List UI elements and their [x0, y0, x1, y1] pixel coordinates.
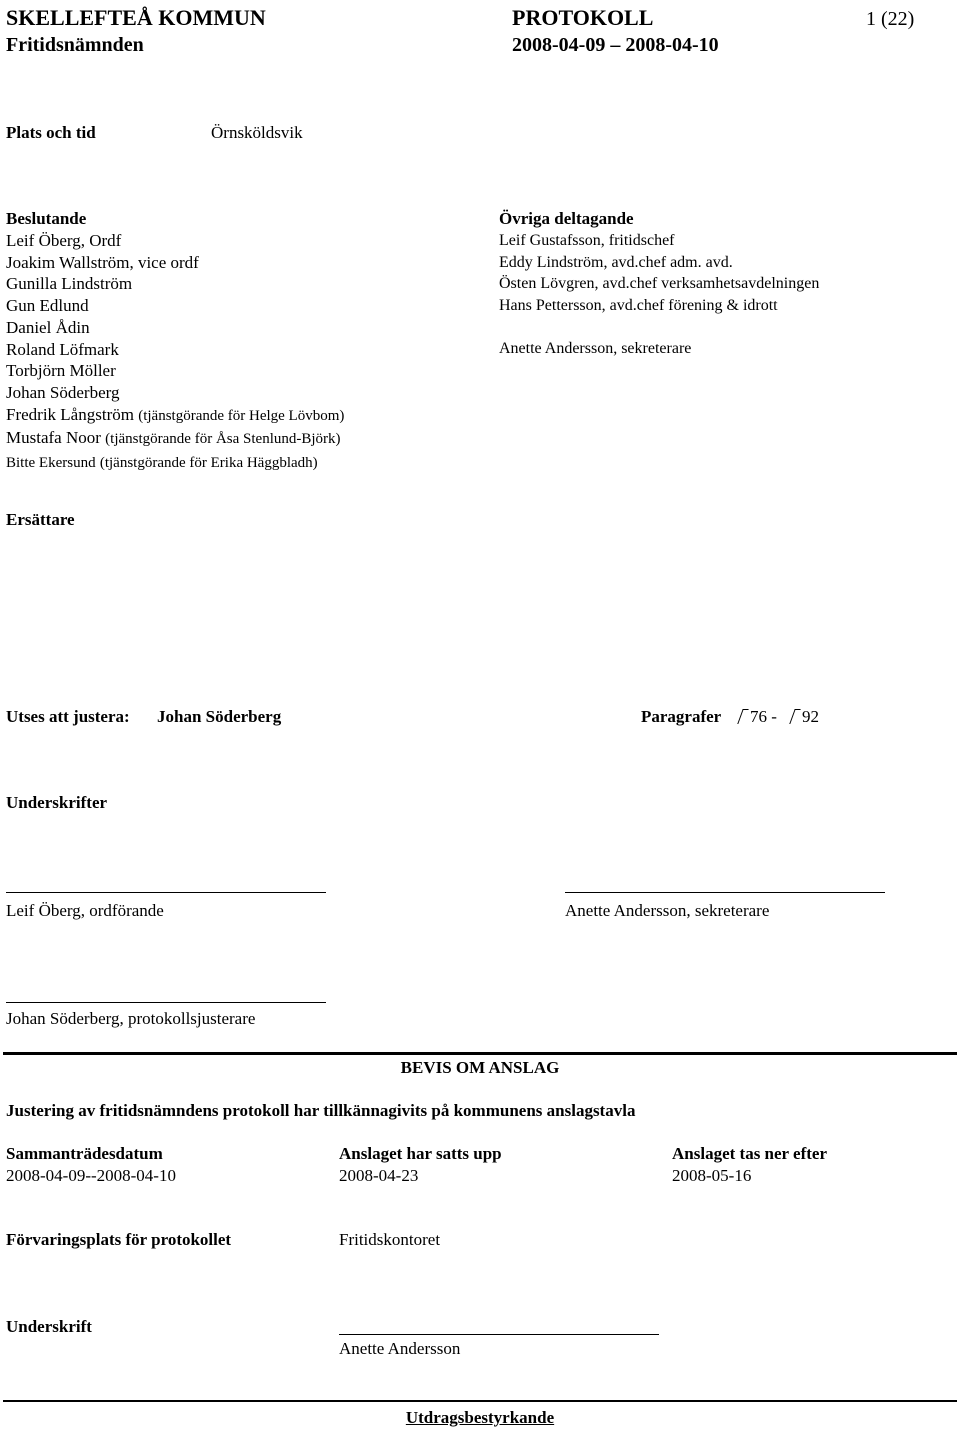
decision-makers-label: Beslutande — [6, 209, 87, 228]
committee-name: Fritidsnämnden — [6, 34, 144, 56]
adjuster-signature-line[interactable] — [6, 1002, 326, 1003]
substitutes-label: Ersättare — [6, 510, 75, 529]
adjuster-signature-name: Johan Söderberg, protokollsjusterare — [6, 1009, 256, 1028]
chair-signature-name: Leif Öberg, ordförande — [6, 901, 164, 920]
notice-statement: Justering av fritidsnämndens protokoll har tillkännagivits på kommunens anslagstavla — [6, 1101, 636, 1120]
footer-label: Utdragsbestyrkande — [405, 1408, 555, 1427]
list-item: Fredrik Långström (tjänstgörande för Helge Lövbom) — [6, 404, 345, 424]
secretary-signature-name: Anette Andersson, sekreterare — [565, 901, 770, 920]
field-mark-icon — [789, 709, 800, 724]
secretary-signature-line[interactable] — [565, 892, 885, 893]
adjuster-name: Johan Söderberg — [157, 707, 282, 726]
posted-date: 2008-04-23 — [339, 1166, 419, 1185]
other-participants-label: Övriga deltagande — [499, 209, 634, 228]
removed-label: Anslaget tas ner efter — [672, 1144, 828, 1163]
list-item: Joakim Wallström, vice ordf — [6, 252, 199, 272]
adjust-label: Utses att justera: — [6, 707, 130, 726]
decision-makers-list — [6, 230, 344, 475]
notice-title: BEVIS OM ANSLAG — [400, 1058, 560, 1077]
secretary-line: Anette Andersson, sekreterare — [499, 340, 692, 357]
list-item: Leif Gustafsson, fritidschef — [499, 232, 675, 249]
other-participants-list — [499, 230, 819, 317]
list-item: Östen Lövgren, avd.chef verksamhetsavdelningen — [499, 275, 820, 293]
list-item: Daniel Ådin — [6, 317, 90, 337]
notice-signature-line[interactable] — [339, 1334, 659, 1335]
list-item: Hans Pettersson, avd.chef förening & idrott — [499, 297, 778, 315]
field-mark-icon — [737, 709, 748, 724]
storage-label: Förvaringsplats för protokollet — [6, 1230, 232, 1249]
paragraphs-label: Paragrafer — [641, 707, 722, 726]
doc-type: PROTOKOLL — [512, 5, 654, 30]
meeting-date-label: Sammanträdesdatum — [6, 1144, 163, 1163]
removed-date: 2008-05-16 — [672, 1166, 752, 1185]
section-divider — [3, 1052, 957, 1055]
meeting-dates: 2008-04-09 – 2008-04-10 — [512, 34, 719, 56]
list-item: Torbjörn Möller — [6, 361, 116, 381]
list-item: Roland Löfmark — [6, 339, 119, 359]
list-item: Gun Edlund — [6, 296, 89, 316]
storage-value: Fritidskontoret — [339, 1230, 441, 1249]
place-value: Örnsköldsvik — [211, 123, 303, 142]
meeting-date-value: 2008-04-09--2008-04-10 — [6, 1166, 176, 1185]
place-label: Plats och tid — [6, 123, 96, 142]
notice-signature-name: Anette Andersson — [339, 1339, 461, 1358]
list-item: Gunilla Lindström — [6, 274, 133, 294]
chair-signature-line[interactable] — [6, 892, 326, 893]
list-item: Leif Öberg, Ordf — [6, 231, 122, 250]
list-item: Johan Söderberg — [6, 382, 120, 402]
paragraph-from: 76 - — [740, 706, 777, 728]
posted-label: Anslaget har satts upp — [339, 1144, 502, 1163]
org-name: SKELLEFTEÅ KOMMUN — [6, 5, 266, 30]
page-number: 1 (22) — [866, 8, 915, 30]
signatures-label: Underskrifter — [6, 793, 108, 812]
footer-divider — [3, 1400, 957, 1402]
list-item: Mustafa Noor (tjänstgörande för Åsa Stenlund-Björk) — [6, 428, 341, 448]
notice-signature-label: Underskrift — [6, 1317, 92, 1336]
list-item: Bitte Ekersund (tjänstgörande för Erika Häggbladh) — [6, 455, 318, 472]
paragraph-to: 92 — [792, 706, 819, 728]
list-item: Eddy Lindström, avd.chef adm. avd. — [499, 253, 733, 271]
